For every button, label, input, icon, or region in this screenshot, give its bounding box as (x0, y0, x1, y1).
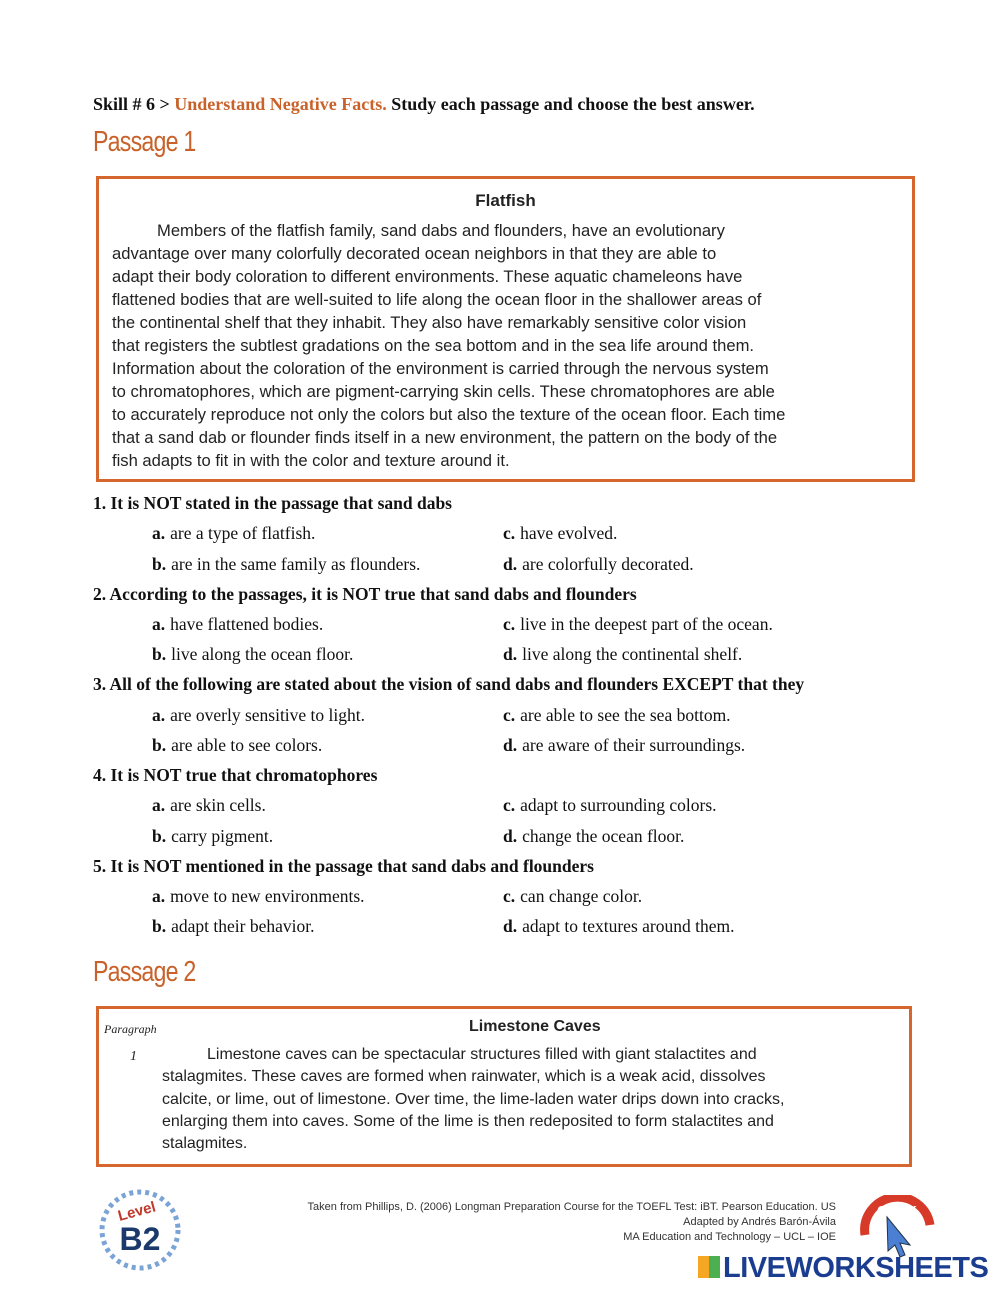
option-c[interactable] (503, 523, 617, 544)
option-letter: c. (503, 523, 516, 544)
badge-level-text: Level (116, 1198, 158, 1225)
option-text: live in the deepest part of the ocean. (520, 614, 773, 634)
passage-line: that a sand dab or flounder finds itself in a new environment, the pattern on the body of the (112, 428, 778, 447)
passage-line: Information about the coloration of the environment is carried through the nervous system (112, 359, 769, 378)
option-letter: a. (152, 614, 166, 634)
skill-number: Skill # 6 > (93, 94, 175, 114)
live-icon (698, 1256, 720, 1278)
option-text: adapt to surrounding colors. (520, 795, 717, 816)
passage-line: to accurately reproduce not only the colors but also the texture of the ocean floor. Each time (112, 405, 786, 424)
passage1-box (96, 176, 915, 482)
passage-line: advantage over many colorfully decorated ocean neighbors in that they are able to (112, 244, 717, 263)
option-letter: d. (503, 825, 518, 846)
option-text: have evolved. (520, 523, 618, 544)
option-d[interactable] (503, 644, 742, 665)
liveworksheets-logo (698, 1252, 988, 1285)
credit-line: Adapted by Andrés Barón-Ávila (683, 1216, 836, 1228)
question-text: 5. It is NOT mentioned in the passage that sand dabs and flounders (93, 855, 594, 876)
passage-line: stalagmites. (162, 1135, 248, 1153)
option-letter: d. (503, 644, 518, 665)
option-b[interactable] (152, 554, 420, 575)
question-1 (93, 493, 452, 514)
passage-line: stalagmites. These caves are formed when rainwater, which is a weak acid, dissolves (162, 1068, 766, 1086)
option-text: are aware of their surroundings. (522, 735, 746, 755)
option-text: have flattened bodies. (170, 614, 324, 634)
option-text: live along the continental shelf. (522, 644, 743, 665)
passage-line: adapt their body coloration to different environments. These aquatic chameleons have (112, 267, 743, 286)
option-letter: b. (152, 825, 167, 846)
click-logo (855, 1195, 940, 1260)
option-letter: c. (503, 886, 516, 907)
option-c[interactable] (503, 705, 731, 726)
option-text: are able to see colors. (171, 735, 323, 755)
cursor-icon (887, 1217, 910, 1257)
passage2-text (162, 1044, 784, 1155)
option-c[interactable] (503, 886, 642, 907)
option-b[interactable] (152, 916, 314, 937)
passage1-text (112, 219, 785, 472)
option-text: can change color. (520, 886, 643, 907)
option-letter: c. (503, 795, 516, 816)
question-text: 1. It is NOT stated in the passage that sand dabs (93, 493, 452, 513)
passage2-heading: Passage 2 (93, 956, 196, 988)
skill-name: Understand Negative Facts. (174, 94, 387, 114)
question-text: 2. According to the passages, it is NOT true that sand dabs and flounders (93, 583, 637, 604)
option-letter: a. (152, 523, 166, 544)
option-text: change the ocean floor. (522, 825, 685, 846)
question-4 (93, 765, 377, 786)
option-letter: d. (503, 553, 518, 574)
instruction-text: Study each passage and choose the best answer. (386, 94, 755, 114)
option-letter: b. (152, 644, 167, 665)
option-text: adapt their behavior. (171, 916, 315, 937)
option-a[interactable] (152, 523, 315, 544)
option-c[interactable] (503, 795, 717, 816)
question-3 (93, 674, 804, 695)
level-b2-badge (92, 1188, 196, 1272)
passage-line: the continental shelf that they inhabit. They also have remarkably sensitive color vision (112, 313, 747, 332)
passage-line: enlarging them into caves. Some of the lime is then redeposited to form stalactites and (162, 1112, 774, 1130)
option-b[interactable] (152, 826, 273, 847)
option-a[interactable] (152, 886, 365, 907)
option-d[interactable] (503, 735, 745, 756)
option-text: are skin cells. (170, 795, 266, 816)
credit-line: Taken from Phillips, D. (2006) Longman Preparation Course for the TOEFL Test: iBT. Pearson Education. US (307, 1201, 836, 1213)
passage-line: that registers the subtlest gradations on the sea bottom and in the sea life around them. (112, 336, 755, 355)
option-c[interactable] (503, 614, 773, 635)
option-letter: a. (152, 886, 166, 907)
option-d[interactable] (503, 554, 694, 575)
option-letter: a. (152, 704, 166, 725)
option-d[interactable] (503, 916, 734, 937)
passage-line: Limestone caves can be spectacular structures filled with giant stalactites and (207, 1046, 757, 1063)
passage-line: flattened bodies that are well-suited to life along the ocean floor in the shallower areas of (112, 290, 762, 309)
click-logo-text: CLICK (877, 1203, 917, 1218)
option-a[interactable] (152, 795, 266, 816)
passage-line: to chromatophores, which are pigment-carrying skin cells. These chromatophores are able (112, 382, 775, 401)
badge-grade-text: B2 (119, 1221, 161, 1257)
footer-credits (308, 1200, 836, 1245)
option-text: are in the same family as flounders. (171, 553, 421, 574)
question-5 (93, 856, 594, 877)
option-text: live along the ocean floor. (171, 644, 354, 665)
paragraph-label: Paragraph (104, 1022, 157, 1036)
option-text: are a type of flatfish. (170, 523, 316, 544)
option-text: move to new environments. (170, 886, 365, 907)
skill-instruction (93, 94, 755, 115)
option-a[interactable] (152, 705, 365, 726)
option-d[interactable] (503, 826, 684, 847)
option-text: are able to see the sea bottom. (520, 704, 731, 725)
passage2-title: Limestone Caves (469, 1018, 601, 1035)
option-b[interactable] (152, 735, 322, 756)
option-letter: b. (152, 916, 167, 937)
option-letter: c. (503, 614, 516, 634)
option-a[interactable] (152, 614, 323, 635)
option-letter: b. (152, 735, 167, 755)
option-text: are overly sensitive to light. (170, 704, 366, 725)
option-text: adapt to textures around them. (522, 916, 735, 937)
option-text: carry pigment. (171, 825, 274, 846)
passage1-heading: Passage 1 (93, 126, 196, 158)
option-b[interactable] (152, 644, 353, 665)
question-text: 4. It is NOT true that chromatophores (93, 765, 378, 786)
passage-line: fish adapts to fit in with the color and texture around it. (112, 451, 510, 470)
passage-line: Members of the flatfish family, sand dabs and flounders, have an evolutionary (157, 221, 725, 240)
option-letter: c. (503, 704, 516, 725)
passage2-box (96, 1006, 912, 1167)
paragraph-number: 1 (130, 1049, 137, 1064)
passage-line: calcite, or lime, out of limestone. Over time, the lime-laden water drips down into cracks, (162, 1090, 785, 1108)
option-text: are colorfully decorated. (522, 553, 694, 574)
option-letter: b. (152, 553, 167, 574)
question-text: 3. All of the following are stated about the vision of sand dabs and flounders EXCEPT that they (93, 674, 805, 695)
question-2 (93, 584, 637, 605)
option-letter: d. (503, 916, 518, 937)
option-letter: a. (152, 795, 166, 816)
credit-line: MA Education and Technology – UCL – IOE (623, 1231, 836, 1243)
option-letter: d. (503, 735, 518, 755)
brand-text: LIVEWORKSHEETS (723, 1252, 989, 1284)
passage1-title: Flatfish (475, 191, 536, 210)
